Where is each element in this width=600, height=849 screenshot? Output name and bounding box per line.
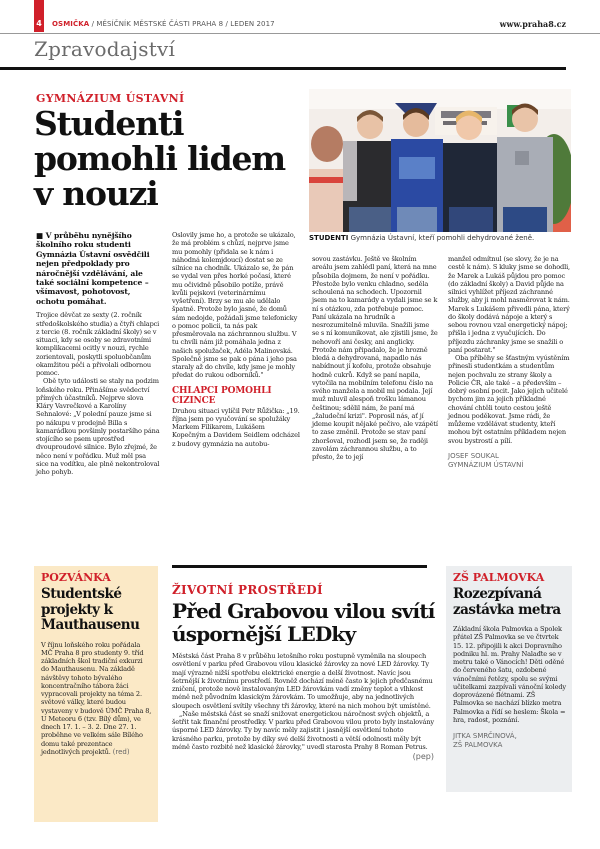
section-divider xyxy=(0,67,566,70)
paragraph: sovou zastávku. Ještě ve školním areálu jsem zahlédl paní, která na mne působila dojmem, že není v pořádku. Přestože bylo venku chladno, seděla schoulená na schodech. Upozornil jsem na to kamarády a vydali jsme se k ní s otázkou, zda potřebuje pomoc. Paní ukázala na hrudník a nesrozumitelně mluvila. Snažili jsme se s ní komunikovat, ale zjistili jsme, že nehovoří ani česky, ani anglicky. Protože nám připadalo, že je hrozně bledá a dehydrovaná, napadlo nás nabídnout jí kofolu, protože obsahuje hodně cukrů. Když se paní napila, vytočila na mobilním telefonu číslo na svého manžela a mobil mi podala. Její muž mluvil alespoň trošku lámanou češtinou; sdělil nám, že paní má „žaludeční krizi". Poprosil nás, ať jí jdeme koupit nějaké pečivo, ale vzápětí to zase změnil. Protože se stav paní zhoršoval, rozhodl jsem se, že raději zavolám záchrannou službu, a to přesto, že to její xyxy=(312,255,438,461)
invite-box-body xyxy=(41,641,152,757)
page-number: 4 xyxy=(36,19,42,28)
invite-box xyxy=(34,566,158,822)
lead-text: V průběhu nynějšího školního roku studenti Gymnázia Ústavní osvědčili nejen předpoklady pro náročnější vzdělávání, ale také sociální kompetence – všímavost, pohotovost, ochotu pomáhat. xyxy=(36,231,150,306)
article-byline-name: JOSEF SOUKAL xyxy=(448,451,499,460)
paragraph: Oslovily jsme ho, a protože se ukázalo, že má problém s chůzí, nejprve jsme mu pomohly (přidala se k nám i náhodná kolemjdoucí) dostat se ze silnice na chodník. Ukázalo se, že pán se vydal ven přes horké počasí, které mu očividně působilo potíže, právě kvůli pejskovi (veterinárnímu vyšetření). Brzy se mu ale udělalo špatně. Protože bylo jasné, že domů sám nedojde, požádali jsme telefonicky o pomoc policii, ta nás pak přesměrovala na záchrannou službu. V tu chvíli nám již pomáhala jedna z našich spolužaček, Adéla Malinovská. Společně jsme se pak o pána i jeho psa staraly až do chvíle, kdy jsme je mohly předat do rukou odborníků." xyxy=(172,231,298,380)
invite-box-text: V říjnu loňského roku pořádala MČ Praha 8 pro studenty 9. tříd základních škol tradiční exkurzi do Mauthausenu. Na základě návštěvy tohoto bývalého koncentračního tábora žáci vypracovali projekty na téma 2. světové války, které budou vystaveny v budově ÚMČ Praha 8, U Meteoru 6 (tzv. Bílý dům), ve dnech 17. 1. – 3. 2. Dne 27. 1. proběhne ve velkém sále Bílého domu také prezentace jednotlivých projektů. xyxy=(41,640,152,756)
main-article-column-2 xyxy=(172,231,300,448)
paragraph: manžel odmítnul (se slovy, že je na cestě k nám). S kluky jsme se dohodli, že Marek a Lukáš půjdou pro pomoc (do základní školy) a David půjde na silnici vyhlížet příjezd záchranné služby, aby ji mohl nasměrovat k nám. Marek s Lukášem přivedli pána, který do školy dodává nápoje a který s sebou rovnou vzal energetický nápoj; přišla i jedna z vyučujících. Do příjezdu záchranky jsme se snažili o paní postarat." xyxy=(448,255,570,354)
masthead-brand: OSMIČKA xyxy=(52,20,90,28)
env-article-headline: Před Grabovou vilou svítí úspornější LEDky xyxy=(172,599,435,646)
school-box-headline: Rozezpívaná zastávka metra xyxy=(453,586,561,618)
env-article-signature: (pep) xyxy=(412,752,434,761)
photo-caption-label: STUDENTI xyxy=(309,234,349,242)
section-title: Zpravodajství xyxy=(34,37,176,61)
main-article-kicker: GYMNÁZIUM ÚSTAVNÍ xyxy=(36,92,185,105)
main-article-column-4 xyxy=(448,255,572,470)
article-subhead: CHLAPCI POMOHLI CIZINCE xyxy=(172,385,272,406)
school-box-body: Základní škola Palmovka a Spolek přátel ZŠ Palmovka se ve čtvrtek 15. 12. připojili k akci Dopravního podniku hl. m. Prahy Nalaďte se v metru také o Vánocích! Děti oděné do červeného šatu, ozdobené vánočními řetězy, spolu se svými učitelkami zazpívali vánoční koledy doprovázené flétnami. ZŠ Palmovka se nachází blízko metra Palmovka a řídí se heslem: Škola = hra, radost, poznání. xyxy=(453,625,566,724)
paragraph: Obě tyto události se staly na podzim loňského roku. Přinášíme svědectví přímých účastníků. Nejprve slova Kláry Vavrečkové a Karolíny Sehnalové: „V polední pauze jsme si po nákupu v prodejně Billa s kamarádkou povšimly postaršího pána stojícího se psem uprostřed dvouproudové silnice. Bylo zřejmé, že něco není v pořádku. Muž měl psa sice na vodítku, ale plně nekontroloval jeho pohyb. xyxy=(36,377,160,476)
photo-caption xyxy=(309,234,534,242)
main-article-headline: Studenti pomohli lidem v nouzi xyxy=(34,104,286,213)
paragraph: Trojice děvčat ze sexty (2. ročník středoškolského studia) a čtyři chlapci z tercie (8. ročník základní školy) se v situaci, kdy se osoby se zdravotními komplikacemi ocitly v nouzi, rychle zorientovali, poskytli spoluobčanům okamžitou péči a přivolali odbornou pomoc. xyxy=(36,311,160,377)
article-byline-org: GYMNÁZIUM ÚSTAVNÍ xyxy=(448,460,524,469)
invite-box-headline: Studentské projekty k Mauthausenu xyxy=(41,586,140,633)
main-article-lead xyxy=(36,231,160,306)
invite-box-kicker: POZVÁNKA xyxy=(41,571,111,584)
lead-square-icon: ■ xyxy=(36,231,46,240)
main-article-column-3 xyxy=(312,255,438,461)
paragraph: Oba příběhy se šťastným vyústěním přinesli studentkám a studentům nejen pochvalu ze strany školy a Policie ČR, ale také – a především – dobrý osobní pocit. Jako jejich učitelé bychom jim za jejich příkladné chování chtěli touto cestou ještě jednou poděkovat. Jsme rádi, že můžeme vzdělávat studenty, kteří mohou být ostatním příkladem nejen svou bystrostí a pílí. xyxy=(448,354,570,445)
masthead xyxy=(52,20,275,28)
paragraph: Druhou situaci vylíčil Petr Růžička: „19. října jsem po vyučování se spolužáky Markem Filikarem, Lukášem Kopečným a Davidem Seidlem odcházel z budovy gymnázia na autobu- xyxy=(172,406,300,448)
env-article-divider xyxy=(172,565,427,568)
main-article-column-1 xyxy=(36,231,160,476)
students-photo-illustration xyxy=(309,89,571,232)
paragraph: „Naše městská část se snaží snižovat energetickou náročnost svých objektů, a šetřit tak finanční prostředky. V parku před Grabovou vilou proto byly instalovány úsporné LED žárovky. Ty by navíc měly zajistit i jasnější osvětlení tohoto krásného parku, protože by díky své delší životnosti a větší odolnosti měly být méně často rozbité než klasické žárovky," uvedl starosta Prahy 8 Roman Petrus. xyxy=(172,709,435,751)
paragraph: Městská část Praha 8 v průběhu letošního roku postupně vyměnila na sloupech osvětlení v parku před Grabovou vilou klasické žárovky za nové LED žárovky. Ty mají výrazně nižší spotřebu elektrické energie a delší životnost. Navíc jsou šetrnější k životnímu prostředí. Rovněž dochází méně často k jejich předčasnému zničení, protože nově instalovaným LED žárovkám vadí změny teplot a vlhkost méně než původním klasickým žárovkám. To umožňuje, aby na jednotlivých sloupech osvětlení svítily všechny tři žárovky, které na nich mohou být umístěné. xyxy=(172,652,433,710)
masthead-info: / MĚSÍČNÍK MĚSTSKÉ ČÁSTI PRAHA 8 / LEDEN 2017 xyxy=(89,20,275,28)
header-divider xyxy=(0,33,600,34)
students-photo xyxy=(309,89,571,232)
school-box-byline-name: JITKA SMRČINOVÁ, xyxy=(453,732,517,740)
invite-box-signature: (red) xyxy=(112,747,130,756)
env-article-body xyxy=(172,652,434,762)
school-box-byline-org: ZŠ PALMOVKA xyxy=(453,741,503,749)
photo-caption-text: Gymnázia Ústavní, kteří pomohli dehydrované ženě. xyxy=(348,234,535,242)
school-box xyxy=(446,566,572,792)
school-box-kicker: ZŠ PALMOVKA xyxy=(453,571,545,584)
site-url-link[interactable]: www.praha8.cz xyxy=(499,19,566,29)
env-article-kicker: ŽIVOTNÍ PROSTŘEDÍ xyxy=(172,583,323,597)
